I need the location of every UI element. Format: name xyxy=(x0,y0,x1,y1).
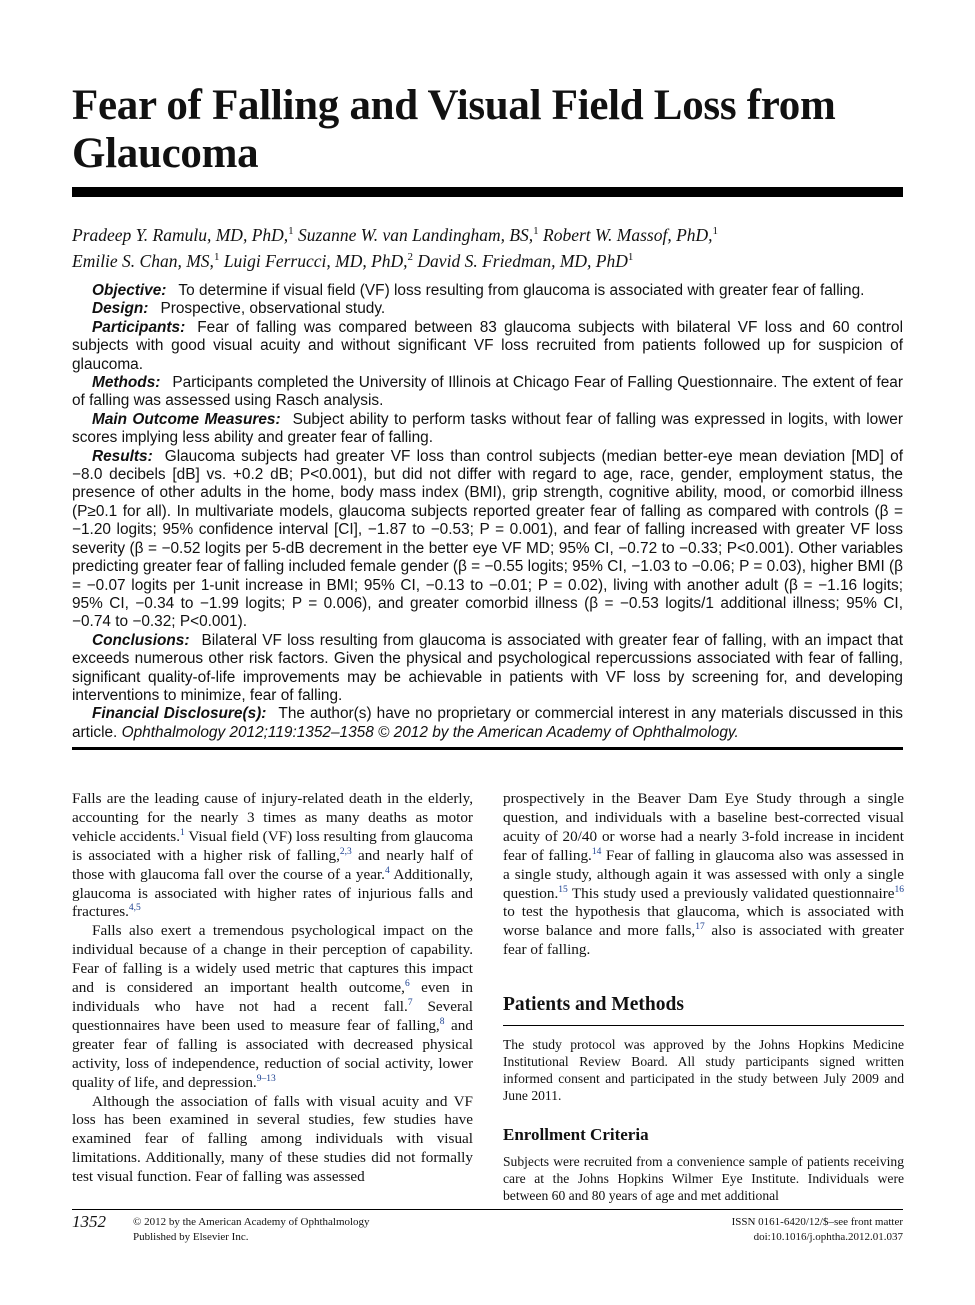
abstract-methods xyxy=(72,374,903,411)
section-heading: Patients and Methods xyxy=(503,994,684,1016)
reference-link[interactable]: 4 xyxy=(384,865,390,876)
journal-citation: Ophthalmology 2012;119:1352–1358 © 2012 by the American Academy of Ophthalmology. xyxy=(121,723,739,741)
author: Emilie S. Chan, MS, xyxy=(72,250,214,271)
body-paragraph xyxy=(72,922,473,1092)
author: Luigi Ferrucci, MD, PhD, xyxy=(223,250,408,271)
reference-link[interactable]: 14 xyxy=(591,846,602,857)
reference-link[interactable]: 1 xyxy=(180,827,185,838)
footer-identifiers xyxy=(732,1215,903,1245)
footer-rule xyxy=(72,1209,903,1210)
abstract-disclosure xyxy=(72,705,903,742)
abstract-text: Glaucoma subjects had greater VF loss than control subjects (median better-eye mean deviation [MD] of −8.0 decibels [dB] vs. +0.2 dB; P<0.001), but did not differ with regard to age, race, gender, employment status, the presence of other adults in the home, body mass index (BMI), grip strength, cognitive ability, mood, or comorbid illness (P≥0.1 for all). In multivariate models, glaucoma subjects reported greater fear of falling as compared with controls (β = −1.20 logits; 95% confidence interval [CI], −1.87 to −0.53; P = 0.001), and fear of falling increased with greater VF loss severity (β = −0.52 logits per 5-dB decrement in the better eye VF MD; 95% CI, −0.72 to −0.33; P<0.001). Other variables predicting greater fear of falling included female gender (β = −0.55 logits; 95% CI, −1.03 to −0.06; P = 0.03), higher BMI (β = −0.07 logits per 1-unit increase in BMI; 95% CI, −0.13 to −0.01; P = 0.02), living with another adult (β = −1.16 logits; 95% CI, −0.34 to −1.99 logits; P = 0.006), and greater comorbid illness (β = −0.53 logits/1 additional illness; 95% CI, −0.74 to −0.32; P<0.001). xyxy=(72,447,903,631)
doi-link[interactable]: doi:10.1016/j.ophtha.2012.01.037 xyxy=(753,1231,903,1243)
body-text: and greater fear of falling is associated with decreased physical activity, loss of independence, reduction of social activity, lower quality of life, and depression. xyxy=(72,1016,473,1091)
author-affiliation: 1 xyxy=(533,225,539,237)
reference-link[interactable]: 9–13 xyxy=(256,1073,276,1084)
reference-link[interactable]: 16 xyxy=(894,884,904,895)
abstract-label: Conclusions: xyxy=(92,631,190,649)
author-affiliation: 1 xyxy=(712,225,719,237)
reference-link[interactable]: 4,5 xyxy=(128,903,141,914)
author-affiliation: 1 xyxy=(627,250,634,263)
abstract-results xyxy=(72,448,903,632)
abstract-text: To determine if visual field (VF) loss resulting from glaucoma is associated with greater fear of falling. xyxy=(178,282,865,299)
reference-link[interactable]: 7 xyxy=(407,997,413,1008)
abstract-label: Financial Disclosure(s): xyxy=(92,705,267,723)
abstract-text: Subject ability to perform tasks without fear of falling was expressed in logits, with lower scores implying less ability and greater fear of falling. xyxy=(72,410,903,447)
page-number: 1352 xyxy=(72,1212,106,1231)
body-text: to test the hypothesis that glaucoma, which is associated with worse balance and more falls, xyxy=(503,903,904,940)
abstract-text: Bilateral VF loss resulting from glaucoma is associated with greater fear of falling, with an impact that exceeds numerous other risk factors. Given the physical and psychological repercussions associated with fear of falling, significant quality-of-life improvements may be achievable in patients with VF loss by screening for, and developing interventions to minimize, fear of falling. xyxy=(72,631,903,704)
abstract-main-outcome xyxy=(72,411,903,448)
abstract-text: Fear of falling was compared between 83 glaucoma subjects with bilateral VF loss and 60 control subjects with good visual acuity and without significant VF loss recruited from patients followed up for suspicion of glaucoma. xyxy=(72,318,903,373)
article-title: Fear of Falling and Visual Field Loss from Glaucoma xyxy=(72,82,836,177)
body-text: Falls are the leading cause of injury-related death in the elderly, accounting for the nearly 3 times as many deaths as motor vehicle accidents. xyxy=(72,790,473,845)
author: Suzanne W. van Landingham, BS, xyxy=(298,224,534,245)
subsection-heading: Enrollment Criteria xyxy=(503,1125,649,1145)
abstract-design xyxy=(72,300,903,318)
abstract-label: Objective: xyxy=(92,282,167,299)
abstract-text: The author(s) have no proprietary or commercial interest in any materials discussed in this article. xyxy=(72,705,903,741)
abstract-label: Main Outcome Measures: xyxy=(92,410,281,428)
author-affiliation: 2 xyxy=(407,250,414,263)
abstract-text: Participants completed the University of Illinois at Chicago Fear of Falling Questionnaire. The extent of fear of falling was assessed using Rasch analysis. xyxy=(72,374,903,410)
author: Pradeep Y. Ramulu, MD, PhD, xyxy=(72,224,289,245)
author-affiliation: 1 xyxy=(213,250,220,263)
protocol-paragraph: The study protocol was approved by the Johns Hopkins Medicine Institutional Review Board. All study participants signed written informed consent and participated in the study between July 2009 and June 2011. xyxy=(503,1037,904,1104)
body-text: also is associated with greater fear of falling. xyxy=(503,922,904,959)
author: David S. Friedman, MD, PhD xyxy=(417,250,628,271)
abstract-label: Design: xyxy=(92,300,149,318)
enrollment-paragraph: Subjects were recruited from a convenience sample of patients receiving care at the Johns Hopkins Wilmer Eye Institute. Individuals were between 60 and 80 years of age and met additional xyxy=(503,1153,904,1203)
copyright-line: © 2012 by the American Academy of Ophthalmology xyxy=(133,1216,370,1228)
reference-link[interactable]: 15 xyxy=(558,884,568,895)
body-text: Several questionnaires have been used to measure fear of falling, xyxy=(72,997,473,1034)
issn-line: ISSN 0161-6420/12/$–see front matter xyxy=(731,1216,903,1228)
reference-link[interactable]: 8 xyxy=(439,1016,445,1027)
reference-link[interactable]: 6 xyxy=(404,979,410,989)
body-text: prospectively in the Beaver Dam Eye Study through a single question, and individuals with a baseline best-corrected visual acuity of 20/40 or worse had a nearly 3-fold increase in incident fear of falling. xyxy=(503,790,904,864)
body-text: Additionally, glaucoma is associated with higher rates of injurious falls and fractures. xyxy=(72,865,473,921)
body-paragraph xyxy=(72,1093,473,1188)
body-paragraph xyxy=(72,790,473,922)
body-paragraph xyxy=(503,790,904,960)
body-text: This study used a previously validated questionnaire xyxy=(567,884,895,902)
abstract-rule xyxy=(72,747,903,750)
reference-link[interactable]: 17 xyxy=(695,922,705,933)
abstract-conclusions xyxy=(72,632,903,706)
author-list xyxy=(72,220,912,272)
body-text: Fear of falling in glaucoma also was assessed in a single study, although again it was assessed with only a single question. xyxy=(503,846,904,902)
footer-copyright xyxy=(133,1215,370,1245)
abstract xyxy=(72,282,903,742)
body-text: Although the association of falls with visual acuity and VF loss has been examined in several studies, few studies have examined fear of falling among individuals with visual limitations. Additionally, many of these studies did not formally test visual function. Fear of falling was assessed xyxy=(72,1092,473,1186)
title-rule xyxy=(72,187,903,197)
author-line-1 xyxy=(72,220,912,246)
body-column-left xyxy=(72,790,473,1187)
author-affiliation: 1 xyxy=(288,225,294,237)
body-column-right xyxy=(503,790,904,1204)
abstract-label: Methods: xyxy=(92,374,161,392)
abstract-objective xyxy=(72,282,903,300)
body-text: even in individuals who have not had a recent fall. xyxy=(72,979,474,1015)
section-rule xyxy=(503,1025,904,1026)
author-line-2 xyxy=(72,246,912,272)
abstract-participants xyxy=(72,319,903,374)
author: Robert W. Massof, PhD, xyxy=(543,224,713,245)
publisher-line: Published by Elsevier Inc. xyxy=(133,1231,249,1243)
abstract-label: Results: xyxy=(92,447,153,465)
abstract-text: Prospective, observational study. xyxy=(160,300,386,318)
body-text: Visual field (VF) loss resulting from glaucoma is associated with a higher risk of falling, xyxy=(72,827,473,864)
abstract-label: Participants: xyxy=(92,318,186,336)
body-text: and nearly half of those with glaucoma fall over the course of a year. xyxy=(72,846,474,883)
body-text: Falls also exert a tremendous psychological impact on the individual because of a change in their perception of capability. Fear of falling is a widely used metric that captures this impact and is considered an important health outcome, xyxy=(72,922,473,997)
reference-link[interactable]: 2,3 xyxy=(339,846,352,857)
